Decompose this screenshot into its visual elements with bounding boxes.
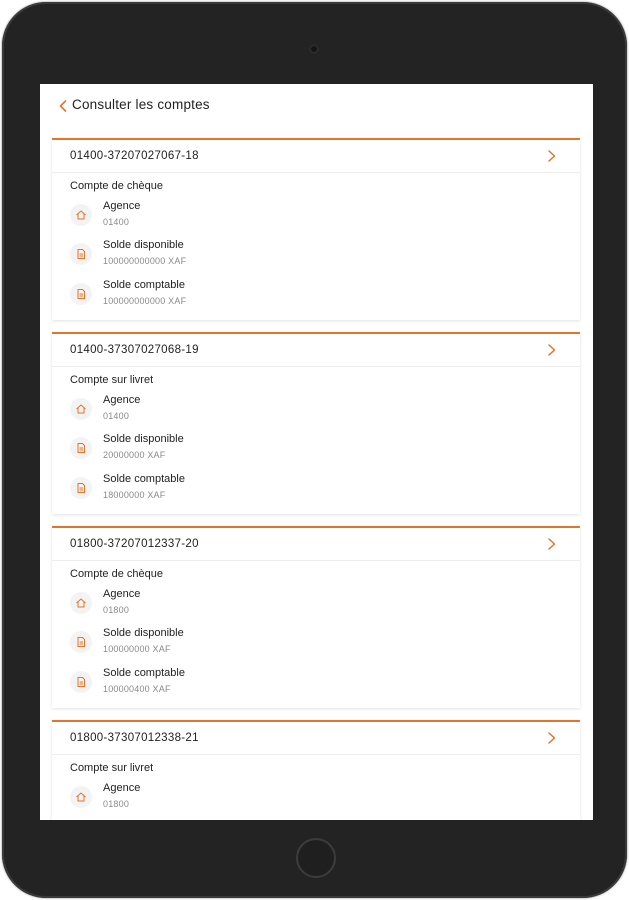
available-balance-row [70,239,470,273]
camera-icon [309,44,319,54]
chevron-right-icon[interactable] [546,537,558,551]
agency-value: 01400 [103,217,130,227]
account-number: 01400-37207027067-18 [70,150,199,162]
chevron-left-icon [59,100,67,112]
account-number: 01800-37207012337-20 [70,538,199,550]
agency-row [70,588,470,622]
available-balance-value: 100000000 XAF [103,644,171,654]
account-type: Compte de chèque [70,180,163,192]
home-icon [70,204,92,226]
available-balance-label: Solde disponible [103,239,184,251]
chevron-right-icon[interactable] [546,343,558,357]
account-card-header[interactable] [52,334,580,367]
account-card-header[interactable] [52,528,580,561]
account-number: 01400-37307027068-19 [70,344,199,356]
account-card[interactable] [52,526,580,708]
agency-value: 01400 [103,411,130,421]
document-icon [70,631,92,653]
chevron-right-icon[interactable] [546,731,558,745]
agency-label: Agence [103,782,141,794]
document-icon [70,477,92,499]
accounting-balance-row [70,667,470,701]
document-icon [70,283,92,305]
account-type: Compte sur livret [70,762,154,774]
accounting-balance-label: Solde comptable [103,667,185,679]
agency-row [70,782,470,816]
chevron-right-icon[interactable] [546,149,558,163]
accounting-balance-label: Solde comptable [103,279,185,291]
accounting-balance-value: 100000000000 XAF [103,296,187,306]
agency-value: 01800 [103,799,130,809]
accounting-balance-label: Solde comptable [103,473,185,485]
accounts-list [52,138,580,820]
available-balance-row [70,433,470,467]
available-balance-label: Solde disponible [103,433,184,445]
available-balance-value: 100000000000 XAF [103,256,187,266]
agency-value: 01800 [103,605,130,615]
agency-row [70,394,470,428]
agency-label: Agence [103,394,141,406]
available-balance-label: Solde disponible [103,627,184,639]
available-balance-value: 20000000 XAF [103,450,166,460]
agency-label: Agence [103,588,141,600]
accounting-balance-row [70,279,470,313]
account-type: Compte sur livret [70,374,154,386]
page-header [40,84,593,130]
account-card[interactable] [52,138,580,320]
accounting-balance-row [70,473,470,507]
agency-label: Agence [103,200,141,212]
account-card-header[interactable] [52,722,580,755]
account-card-header[interactable] [52,140,580,173]
back-button[interactable] [55,97,71,115]
home-icon [70,786,92,808]
accounting-balance-value: 18000000 XAF [103,490,166,500]
document-icon [70,671,92,693]
home-icon [70,592,92,614]
agency-row [70,200,470,234]
account-type: Compte de chèque [70,568,163,580]
accounting-balance-value: 100000400 XAF [103,684,171,694]
app-screen [40,84,593,820]
account-card[interactable] [52,332,580,514]
account-number: 01800-37307012338-21 [70,732,199,744]
home-button[interactable] [296,838,336,878]
tablet-frame [2,2,627,898]
account-card[interactable] [52,720,580,820]
home-icon [70,398,92,420]
document-icon [70,437,92,459]
page-title: Consulter les comptes [72,97,210,112]
available-balance-row [70,627,470,661]
document-icon [70,243,92,265]
